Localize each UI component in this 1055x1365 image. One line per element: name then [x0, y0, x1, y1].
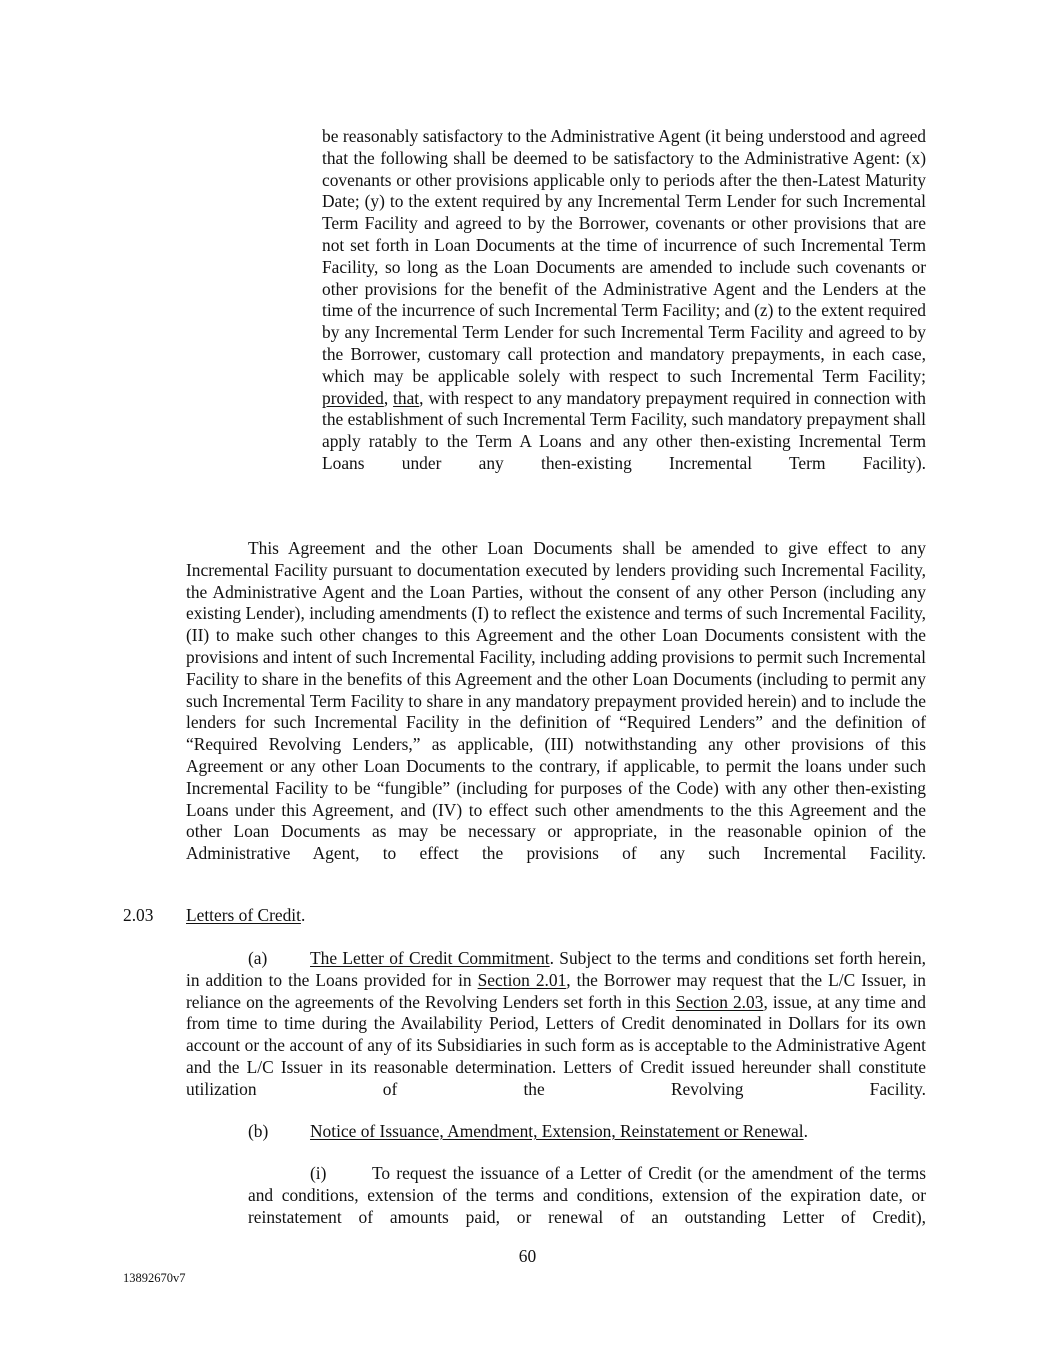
- that-term: that: [393, 387, 420, 408]
- paragraph-amendments: [186, 538, 926, 887]
- clause-text: be reasonably satisfactory to the Administrative Agent (it being understood and agreed that the following shall be deemed to be satisfactory to the Administrative Agent: (x) covenants or other provisions applicable only to periods after the then-Latest Maturity Date; (y) to the extent required by any Incremental Term Lender for such Incremental Term Facility and agreed to by the Borrower, covenants or other provisions that are not set forth in Loan Documents at the time of incurrence of such Incremental Term Facility, so long as the Loan Documents are amended to include such covenants or other provisions for the benefit of the Administrative Agent and the Lenders at the time of the incurrence of such Incremental Term Facility; and (z) to the extent required by any Incremental Term Lender for such Incremental Term Facility and agreed to by the Borrower, customary call protection and mandatory prepayments, in each case, which may be applicable solely with respect to such Incremental Term Facility;: [322, 126, 926, 386]
- section-number: 2.03: [123, 905, 154, 925]
- clause-tail: , with respect to any mandatory prepayment required in connection with the establishment of such Incremental Term Facility, such mandatory prepayment shall apply ratably to the Term A Loans and any other then-existing Incremental Term Loans under any then-existing Incremental Term Facility).: [322, 387, 926, 473]
- section-title: Letters of Credit: [186, 905, 301, 925]
- clause-continuation: [322, 126, 926, 497]
- sub-b-label: (b): [248, 1121, 269, 1141]
- sub-b-title: Notice of Issuance, Amendment, Extension, Reinstatement or Renewal: [310, 1121, 804, 1141]
- comma: ,: [383, 387, 389, 408]
- subsection-i: [248, 1163, 926, 1250]
- sub-b-heading: [310, 1121, 808, 1143]
- page-number: 60: [518, 1246, 537, 1266]
- paragraph-text: This Agreement and the other Loan Documents shall be amended to give effect to any Incremental Facility pursuant to documentation executed by lenders providing such Incremental Facility, the Administrative Agent and the Loan Parties, without the consent of any other Person (including any existing Lender), including amendments (I) to reflect the existence and terms of such Incremental Facility, (II) to make such other changes to this Agreement and the other Loan Documents consistent with the provisions and intent of such Incremental Facility, including adding provisions to permit such Incremental Facility to share in the benefits of this Agreement and the other Loan Documents (including to permit any such Incremental Term Facility to share in any mandatory prepayment provided herein) and to include the lenders for such Incremental Facility in the definition of “Required Lenders” and the definition of “Required Revolving Lenders,” as applicable, (III) notwithstanding any other provisions of this Agreement or any other Loan Documents to the contrary, if applicable, to permit the loans under such Incremental Facility to be “fungible” (including for purposes of the Code) with any other then-existing Loans under this Agreement, and (IV) to effect such other amendments to the this Agreement and the other Loan Documents as may be necessary or appropriate, in the reasonable opinion of the Administrative Agent, to effect the provisions of any such Incremental Facility.: [186, 538, 926, 864]
- sub-a-text3: , issue, at any time and from time to time during the Availability Period, Letters of Credit denominated in Dollars for its own account or the account of any of its Subsidiaries in such form as is acceptable to the Administrative Agent and the L/C Issuer in its reasonable determination. Letters of Credit issued hereunder shall constitute utilization of the Revolving Facility.: [186, 991, 926, 1099]
- sub-a-label: (a): [248, 948, 268, 968]
- subsection-a: [186, 948, 926, 1122]
- sub-b-period: .: [803, 1121, 808, 1141]
- section-heading: [186, 905, 305, 927]
- sub-i-label: (i): [310, 1163, 327, 1183]
- provided-term: provided: [322, 387, 384, 408]
- sub-i-text: To request the issuance of a Letter of Credit (or the amendment of the terms and conditions, extension of the terms and conditions, extension of the expiration date, or reinstatement of amounts paid, or renewal of an outstanding Letter of Credit),: [248, 1163, 926, 1227]
- sub-a-text1: . Subject to the terms and conditions set forth herein, in addition to the Loans provided for in: [186, 948, 927, 990]
- section-period: .: [300, 905, 306, 925]
- document-id: 13892670v7: [123, 1271, 186, 1285]
- sub-a-title: The Letter of Credit Commitment: [310, 948, 550, 968]
- sub-a-text2: , the Borrower may request that the L/C Issuer, in reliance on the agreements of the Revolving Lenders set forth in this: [186, 969, 926, 1012]
- section-ref-2-03: Section 2.03: [675, 991, 764, 1012]
- section-ref-2-01: Section 2.01: [477, 969, 567, 990]
